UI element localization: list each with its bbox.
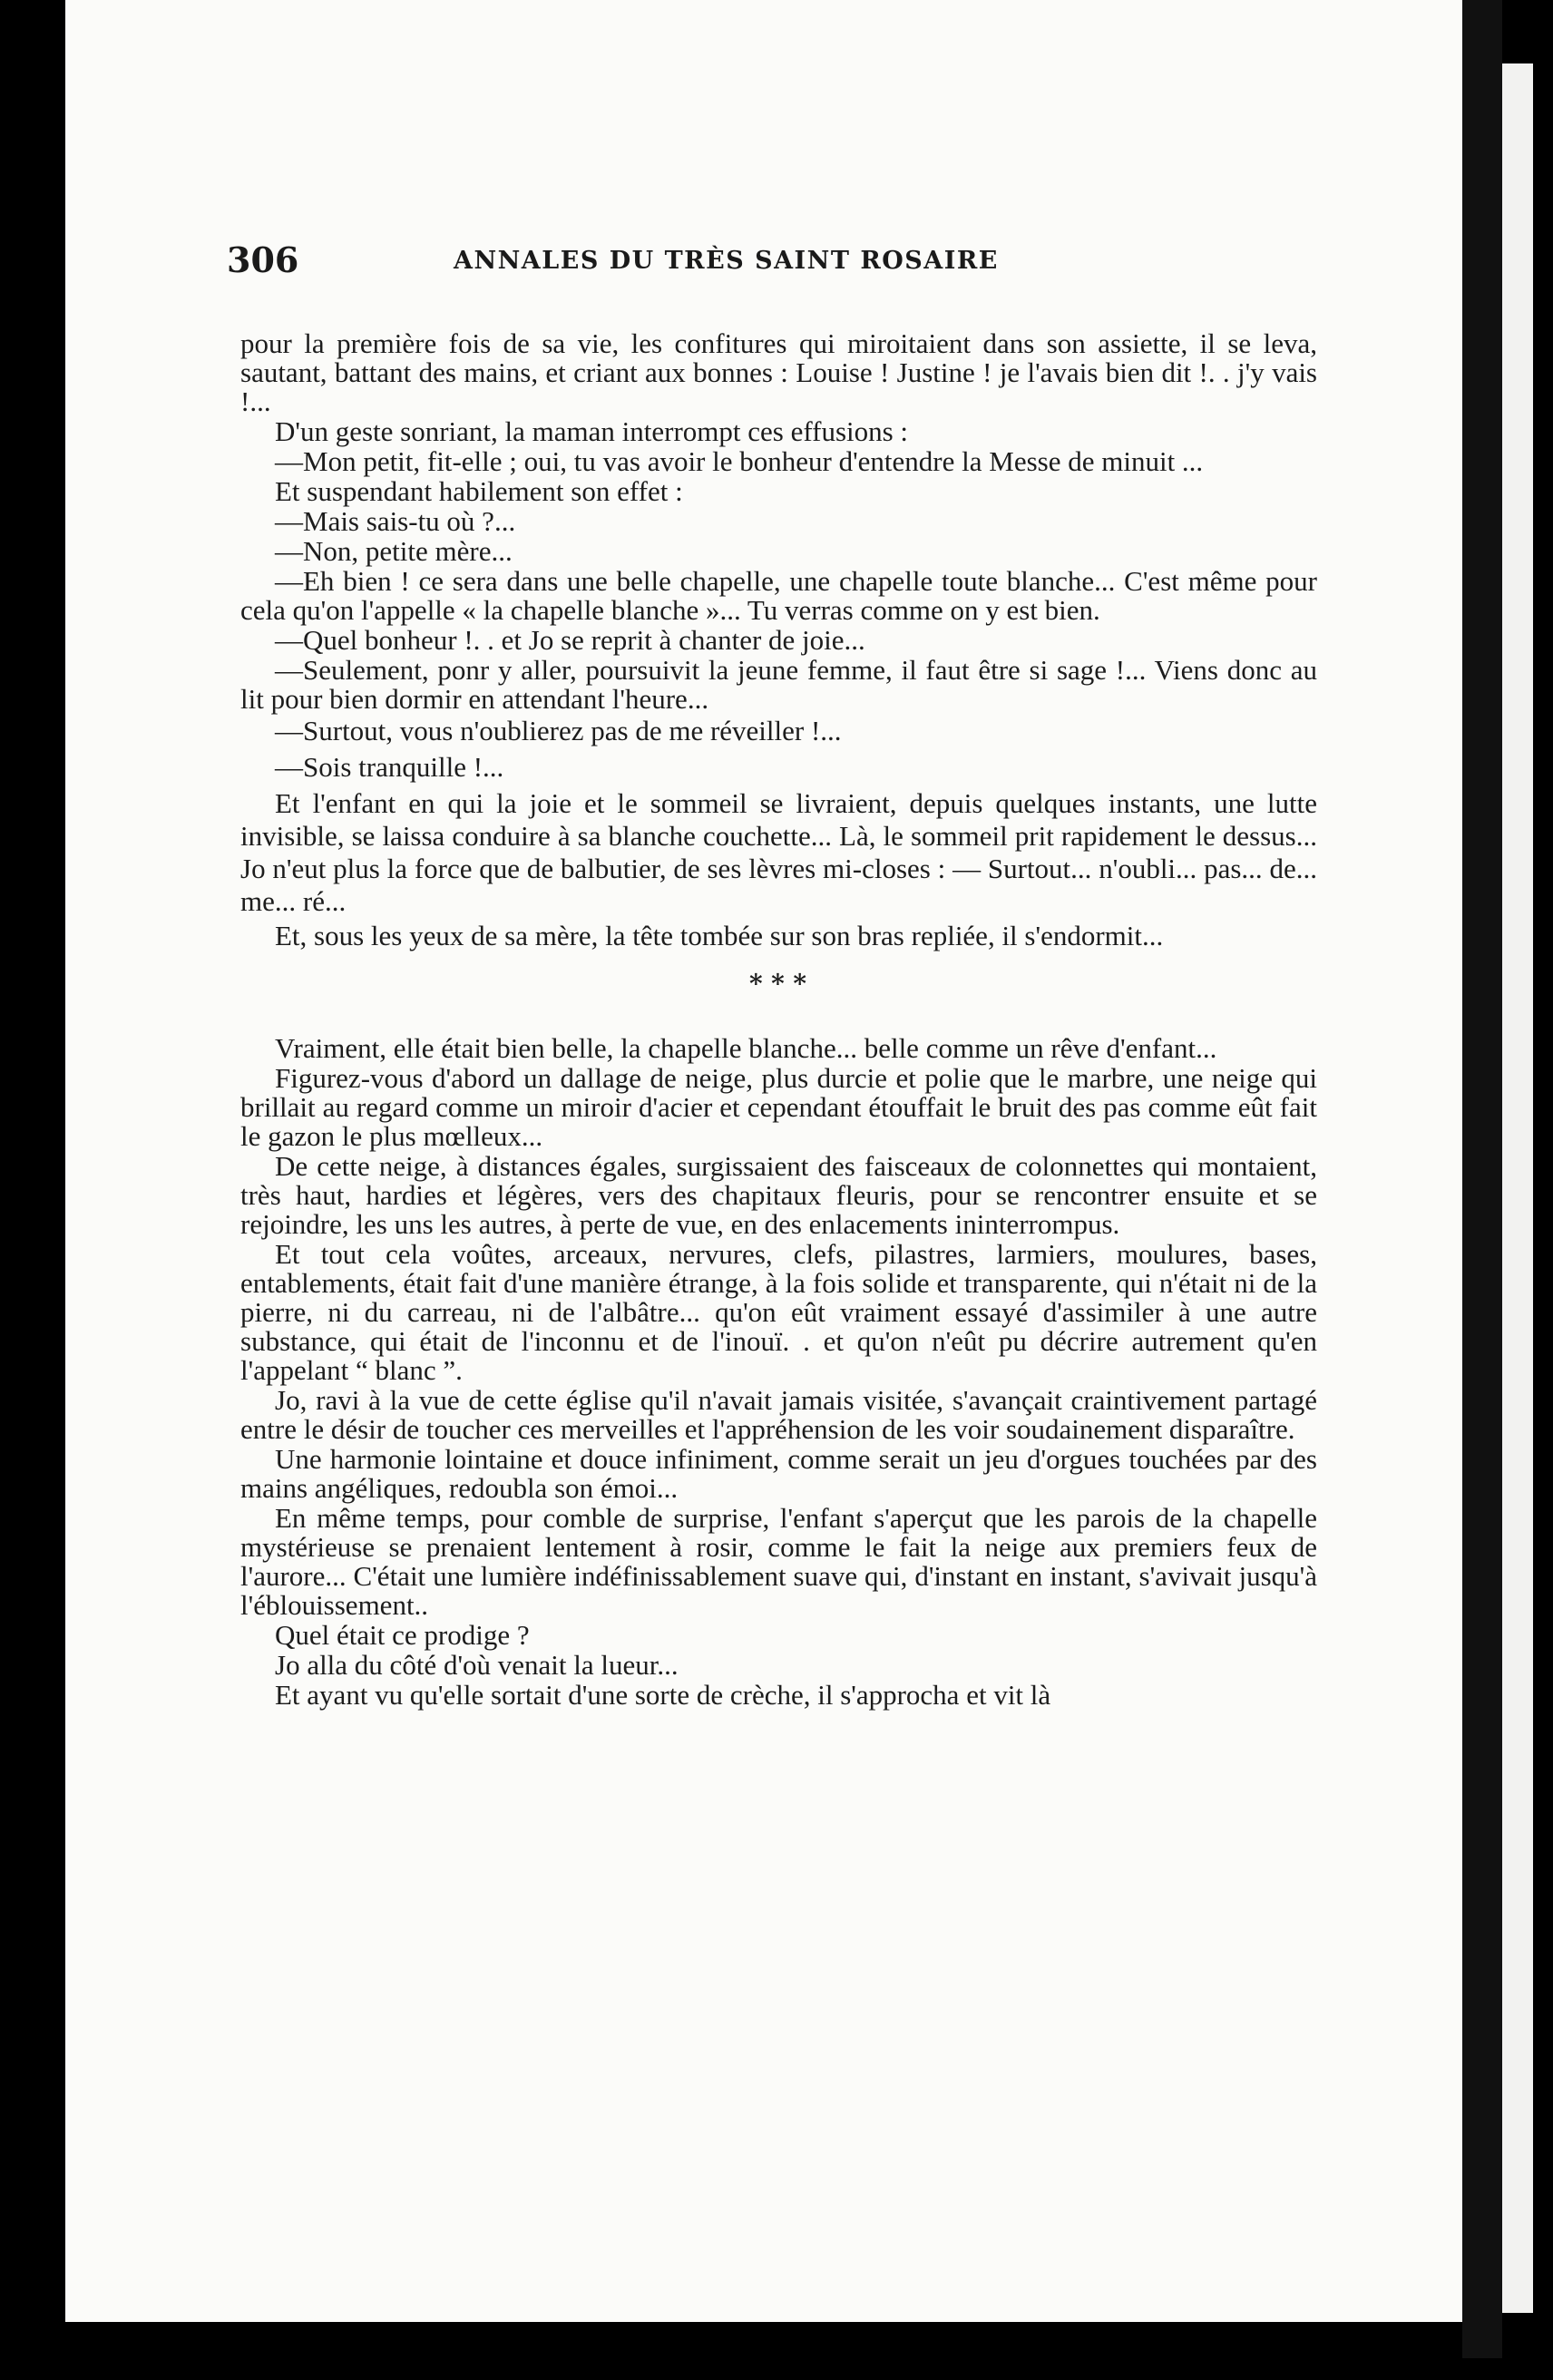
paragraph: Vraiment, elle était bien belle, la chapelle blanche... belle comme un rêve d'enfant... — [275, 1032, 1217, 1064]
paragraph: Figurez-vous d'abord un dallage de neige, plus durcie et polie que le marbre, une neige qui brillait au regard comme un miroir d'acier et cependant étouffait le bruit des pas comme eût fait le gazon le plus mœlleux... — [240, 1062, 1317, 1152]
book-gutter — [1462, 0, 1502, 2358]
facing-page-edge — [1502, 63, 1533, 2313]
dialogue-line: —Mais sais-tu où ?... — [275, 505, 516, 537]
paragraph: Une harmonie lointaine et douce infiniment, comme serait un jeu d'orgues touchées par des mains angéliques, redoubla son émoi... — [240, 1443, 1317, 1504]
paragraph: Et l'enfant en qui la joie et le sommeil se livraient, depuis quelques instants, une lutte invisible, se laissa conduire à sa blanche couchette... Là, le sommeil prit rapidement le dessus... Jo n'eut plus la force que de balbutier, de ses lèvres mi-closes : — Surtout... n'oubli... pas... de... me... ré... — [240, 787, 1317, 917]
paragraph: Quel était ce prodige ? — [275, 1619, 530, 1651]
page-number: 306 — [227, 239, 299, 280]
section-separator: * * * — [748, 969, 809, 999]
dialogue-line: —Non, petite mère... — [275, 535, 513, 567]
dialogue-line: —Quel bonheur !. . et Jo se reprit à chanter de joie... — [275, 624, 865, 656]
paragraph: Et suspendant habilement son effet : — [275, 475, 683, 507]
dialogue-line: —Mon petit, fit-elle ; oui, tu vas avoir le bonheur d'entendre la Messe de minuit ... — [275, 445, 1204, 477]
paragraph: De cette neige, à distances égales, surgissaient des faisceaux de colonnettes qui montaient, très haut, hardies et légères, vers des chapitaux fleuris, pour se rencontrer ensuite et se rejoindre, les uns les autres, à perte de vue, en des enlacements ininterrompus. — [240, 1150, 1317, 1240]
dialogue-line: —Surtout, vous n'oublierez pas de me réveiller !... — [275, 715, 842, 746]
paragraph: Et tout cela voûtes, arceaux, nervures, clefs, pilastres, larmiers, moulures, bases, entablements, était fait d'une manière étrange, à la fois solide et transparente, qui n'était ni de la pierre, ni du carreau, ni de l'albâtre... qu'on eût vraiment essayé d'assimiler à une autre substance, qui était de l'inconnu et de l'inouï. . et qu'on n'eût pu décrire autrement qu'en l'appelant “ blanc ”. — [240, 1238, 1317, 1386]
running-title: ANNALES DU TRÈS SAINT ROSAIRE — [454, 247, 999, 275]
paragraph: Et, sous les yeux de sa mère, la tête tombée sur son bras repliée, il s'endormit... — [275, 920, 1164, 951]
paragraph: Et ayant vu qu'elle sortait d'une sorte de crèche, il s'approcha et vit là — [275, 1679, 1051, 1711]
running-head — [227, 239, 1179, 294]
paragraph: Jo alla du côté d'où venait la lueur... — [275, 1649, 679, 1681]
paragraph: D'un geste sonriant, la maman interrompt ces effusions : — [275, 415, 909, 447]
paragraph: En même temps, pour comble de surprise, l'enfant s'aperçut que les parois de la chapelle mystérieuse se prenaient lentement à rosir, comme le fait la neige aux premiers feux de l'aurore... C'était une lumière indéfinissablement suave qui, d'instant en instant, s'avivait jusqu'à l'éblouissement.. — [240, 1502, 1317, 1621]
paragraph: pour la première fois de sa vie, les confitures qui miroitaient dans son assiette, il se leva, sautant, battant des mains, et criant aux bonnes : Louise ! Justine ! je l'avais bien dit !. . j'y vais !... — [240, 327, 1317, 417]
body-text — [240, 329, 1317, 1711]
dialogue-line: —Sois tranquille !... — [275, 751, 504, 783]
paragraph: Jo, ravi à la vue de cette église qu'il n'avait jamais visitée, s'avançait craintivement partagé entre le désir de toucher ces merveilles et l'appréhension de les voir soudainement disparaître. — [240, 1384, 1317, 1445]
dialogue-line: —Eh bien ! ce sera dans une belle chapelle, une chapelle toute blanche... C'est même pour cela qu'on l'appelle « la chapelle blanche »... Tu verras comme on y est bien. — [240, 565, 1317, 626]
dialogue-line: —Seulement, ponr y aller, poursuivit la jeune femme, il faut être si sage !... Viens donc au lit pour bien dormir en attendant l'heure... — [240, 654, 1317, 715]
